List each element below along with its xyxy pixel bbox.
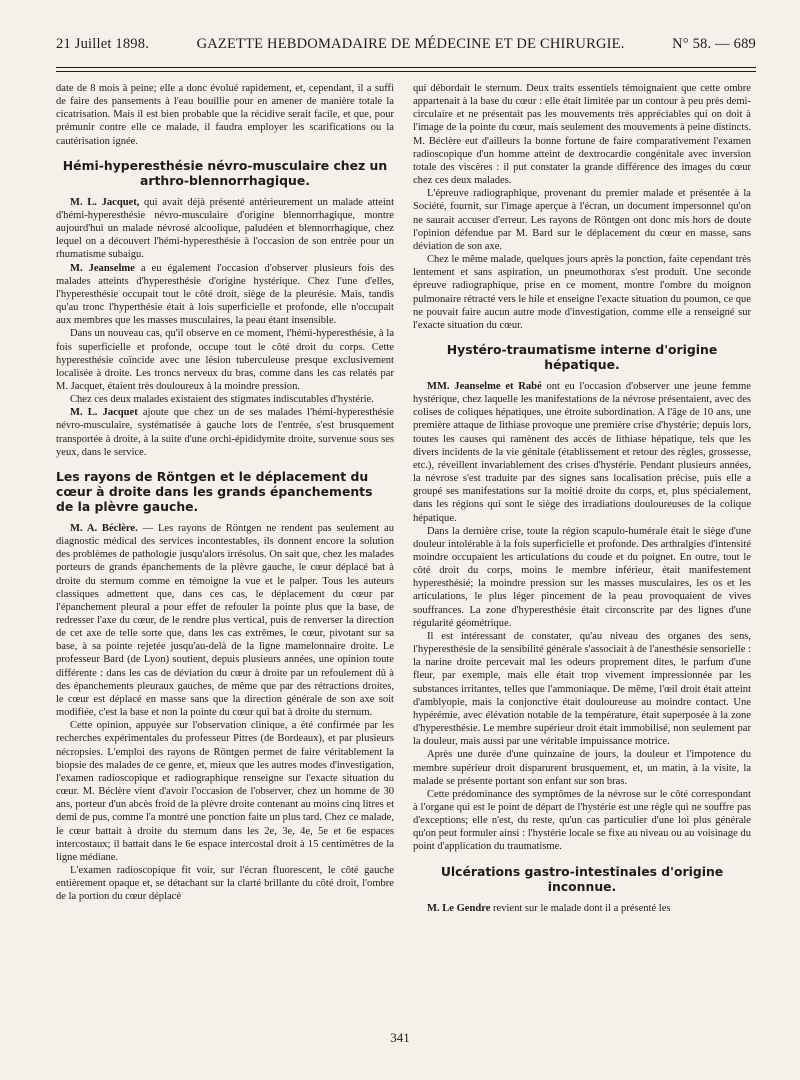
- running-header: [56, 36, 756, 64]
- right-column: [413, 82, 751, 1022]
- paragraph: [56, 196, 394, 262]
- left-column: [56, 82, 394, 1022]
- paragraph-text: revient sur le malade dont il a présenté les: [490, 902, 671, 914]
- paragraph: L'examen radioscopique fit voir, sur l'écran fluorescent, le côté gauche entièrement opaque et, se détachant sur la clarté brillante du côté droit, l'ombre de la portion du cœur déplacé: [56, 864, 394, 903]
- header-journal-title: GAZETTE HEBDOMADAIRE DE MÉDECINE ET DE CHIRURGIE.: [196, 36, 625, 52]
- paragraph: Dans la dernière crise, toute la région scapulo-humérale était le siège d'une douleur intolérable à la fois superficielle et profonde. Des arthralgies d'intensité moindre occupaient les articulations du coude et du poignet. En outre, tout le côté droit du corps, moins le membre inférieur, était manifestement hyperesthésié; la moindre pression sur les masses musculaires, les os et les articulations, le plus léger pincement de la peau provoquaient de vives souffrances. La zone d'hyperesthésie était circonscrite par des lignes d'une régularité géométrique.: [413, 525, 751, 629]
- paragraph-text: ont eu l'occasion d'observer une jeune femme hystérique, chez laquelle les manifestations de la névrose présentaient, avec des colises de coliques hépatiques, une étroite subordination. A l'âge de 10 ans, une première attaque de lithiase provoque une première crise d'hystérie; depuis lors, toutes les causes qui ramènent des accès de lithiase hépatique, tels que les divers incidents de la vie génitale (établissement et retour des règles, grossesse, etc.), réveillent invariablement des crises d'hystérie. Pendant plusieurs années, la névrose s'est traduite par des signes sans localisation précise, puis elle a groupé ses manifestations sur la moitié droite du corps, et, plus spécialement, dans les régions qui sont le siège des irradiations douloureuses de la colique hépatique.: [413, 380, 751, 524]
- section-heading: Hémi-hyperesthésie névro-musculaire chez un arthro-blennorrhagique.: [62, 157, 388, 188]
- speaker-name: MM. Jeanselme et Rabé: [427, 380, 542, 392]
- paragraph: [413, 902, 751, 915]
- paragraph: [56, 406, 394, 459]
- paragraph: [413, 380, 751, 525]
- paragraph: Cette prédominance des symptômes de la névrose sur le côté correspondant à l'organe qui est le point de départ de l'hystérie est une règle qui ne souffre pas d'exceptions; elle n'est, du reste, qu'un cas particulier d'une loi plus générale qu'on peut formuler ainsi : l'hystérie locale se fixe au niveau ou au voisinage du point d'application du traumatisme.: [413, 788, 751, 853]
- paragraph: [56, 262, 394, 328]
- speaker-name: M. A. Béclère.: [70, 522, 138, 534]
- header-rule-top: [56, 67, 756, 68]
- paragraph: Il est intéressant de constater, qu'au niveau des organes des sens, l'hyperesthésie de la sensibilité générale s'associait à de l'anesthésie sensorielle : la narine droite percevait mal les odeurs proprement dites, le parfum d'une fleur, par exemple, mais elle était trop vivement impressionnée par les substances irritantes, telles que l'ammoniaque. De même, l'œil droit était atteint d'amblyopie, mais la conjonctive était douloureuse au moindre contact. Une hypérémie, avec élévation notable de la température, était superposée à la zone d'hyperesthésie. Le membre supérieur droit était immobilisé, non seulement par la douleur, mais aussi par une véritable impuissance motrice.: [413, 630, 751, 748]
- paragraph: L'épreuve radiographique, provenant du premier malade et présentée à la Société, fournit, sur l'image aperçue à l'écran, un document impersonnel qu'on ne saurait accuser d'erreur. Les rayons de Röntgen ont donc mis hors de doute l'opinion défendue par M. Bard sur le déplacement du cœur en masse, sans déviation de son axe.: [413, 188, 751, 252]
- page-number: 341: [390, 1030, 410, 1045]
- paragraph-text: qui avait déjà présenté antérieurement un malade atteint d'hémi-hyperesthésie névro-musculaire d'origine blennorrhagique, montre aujourd'hui un malade névrosé alcoolique, paludéen et blennorrhagique, chez lequel on a découvert l'hémi-hyperesthésie à l'occasion de son entrée pour un rhumatisme subaigu.: [56, 196, 394, 261]
- speaker-name: M. Jeanselme: [70, 262, 135, 274]
- header-rule-bottom: [56, 71, 756, 72]
- paragraph: Dans un nouveau cas, qu'il observe en ce moment, l'hémi-hyperesthésie, à la fois superficielle et profonde, occupe tout le côté droit du corps. Cette hyperesthésie coïncide avec une lésion tuberculeuse presque exclusivement localisée à droite. Les troncs nerveux du bras, comme dans les cas relatés par M. Jacquet, étaient très douloureux à la moindre pression.: [56, 328, 394, 392]
- speaker-name: M. L. Jacquet,: [70, 196, 140, 208]
- section-heading: Ulcérations gastro-intestinales d'origine inconnue.: [440, 863, 724, 894]
- paragraph-text: ajoute que chez un de ses malades l'hémi-hyperesthésie névro-musculaire, systématisée à gauche lors de l'entrée, s'est brusquement transportée à droite, à la suite d'une orchi-épididymite droite, survenue sous ses yeux, dans le service.: [56, 407, 394, 458]
- speaker-name: M. L. Jacquet: [70, 407, 138, 419]
- paragraph: Cette opinion, appuyée sur l'observation clinique, a été confirmée par les recherches expérimentales du professeur Pitres (de Bordeaux), et par plusieurs nécropsies. L'emploi des rayons de Röntgen permet de faire véritablement la biopsie des malades de ce genre, et, mieux que les autres modes d'investigation, l'examen radioscopique et radiographique renseigne sur l'exacte situation du cœur. M. Béclère vient d'avoir l'occasion de l'observer, chez un homme de 30 ans, porteur d'un abcès froid de la plèvre droite contenant au moins cinq litres et demi de pus, comme l'a montré une ponction faite un plus tard. Chez ce malade, le cœur battait à droite du sternum dans les 2e, 3e, 4e, 5e et 6e espaces intercostaux; il battait dans le 6e espace intercostal droit à 15 centimètres de la ligne médiane.: [56, 720, 394, 863]
- section-heading: Les rayons de Röntgen et le déplacement du cœur à droite dans les grands épanchements de la plèvre gauche.: [56, 468, 373, 514]
- speaker-name: M. Le Gendre: [427, 902, 491, 914]
- paragraph: Après une durée d'une quinzaine de jours, la douleur et l'impotence du membre supérieur droit disparurent brusquement, et, un matin, à la visite, la malade se présente portant son enfant sur son bras.: [413, 749, 751, 787]
- paragraph: Chez ces deux malades existaient des stigmates indiscutables d'hystérie.: [70, 394, 374, 406]
- header-date: 21 Juillet 1898.: [56, 36, 150, 52]
- paragraph: [56, 522, 394, 719]
- paragraph: Chez le même malade, quelques jours après la ponction, faite cependant très lentement et sans aspiration, un pneumothorax s'est produit. Une seconde épreuve radiographique, prise en ce moment, montre l'ombre du moignon pulmonaire rétracté vers le hile et enseigne l'exacte situation du poumon, ce que ne pouvait faire aucun autre mode d'investigation, comme elle a renseigné sur l'exacte situation du cœur.: [413, 254, 751, 331]
- section-heading: Hystéro-traumatisme interne d'origine hépatique.: [446, 341, 718, 372]
- paragraph: qui débordait le sternum. Deux traits essentiels témoignaient que cette ombre appartenait à la base du cœur : elle était limitée par un contour à peu près demi-circulaire et ne présentait pas les mouvements très appréciables qui on doit à l'image de la pointe du cœur, mais seulement des mouvements à peine distincts. M. Béclère eut d'ailleurs la bonne fortune de faire comparativement l'examen radioscopique d'un homme atteint de dextrocardie congénitale avec inversion totale des viscères : il put constater la grande différence des images du cœur chez ces deux malades.: [413, 83, 751, 187]
- paragraph: date de 8 mois à peine; elle a donc évolué rapidement, et, cependant, il a suffi de faire des pansements à l'eau bouillie pour en amener de manière totale la cicatrisation. Mais il est bien probable que la récidive serait facile, et que, pour prémunir contre elle ce malade, il faudra employer les scarifications ou la cautérisation ignée.: [56, 83, 394, 147]
- paragraph-text: — Les rayons de Röntgen ne rendent pas seulement au diagnostic médical des services incontestables, ils donnent encore la solution des problèmes de pathologie jusqu'alors irrésolus. On sait que, chez les malades porteurs de grands épanchements de la plèvre gauche, le cœur déplacé bat à droite du sternum comme en témoigne la vue et le palper. Tous les auteurs classiques admettent que, dans ces cas, le déplacement du cœur par l'épanchement pleural a pour effet de refouler la pointe plus que la base, de redresser l'axe du cœur, de le rendre plus vertical, puis de renverser la direction de cet axe de telle sorte que, dans les cas extrêmes, le cœur, pivotant sur sa base, à sa pointe rejetée jusqu'au-delà de la ligne mamelonnaire droite. Le professeur Bard (de Lyon) soutient, depuis plusieurs années, une opinion toute différente : dans les cas de déviation du cœur à droite par un refoulement dû à des épanchements pleuraux gauches, de même que par des rétractions droites, le cœur est déplacé en masse sans que la direction générale de son axe soit modifiée, c'est la base et non la pointe du cœur qui bat à droite du sternum.: [56, 522, 394, 719]
- paragraph-text: a eu également l'occasion d'observer plusieurs fois des malades atteints d'hyperesthésie d'origine hystérique. Chez l'une d'elles, l'hyperesthésie occupait tout le côté droit, siège de la pleurésie. Mais, tandis qu'au tronc l'hyperthésie était à lois superficielle et profonde, elle n'occupait aux membres que les masses musculaires, la peau étant insensible.: [56, 262, 394, 327]
- header-issue-page: N° 58. — 689: [672, 36, 756, 52]
